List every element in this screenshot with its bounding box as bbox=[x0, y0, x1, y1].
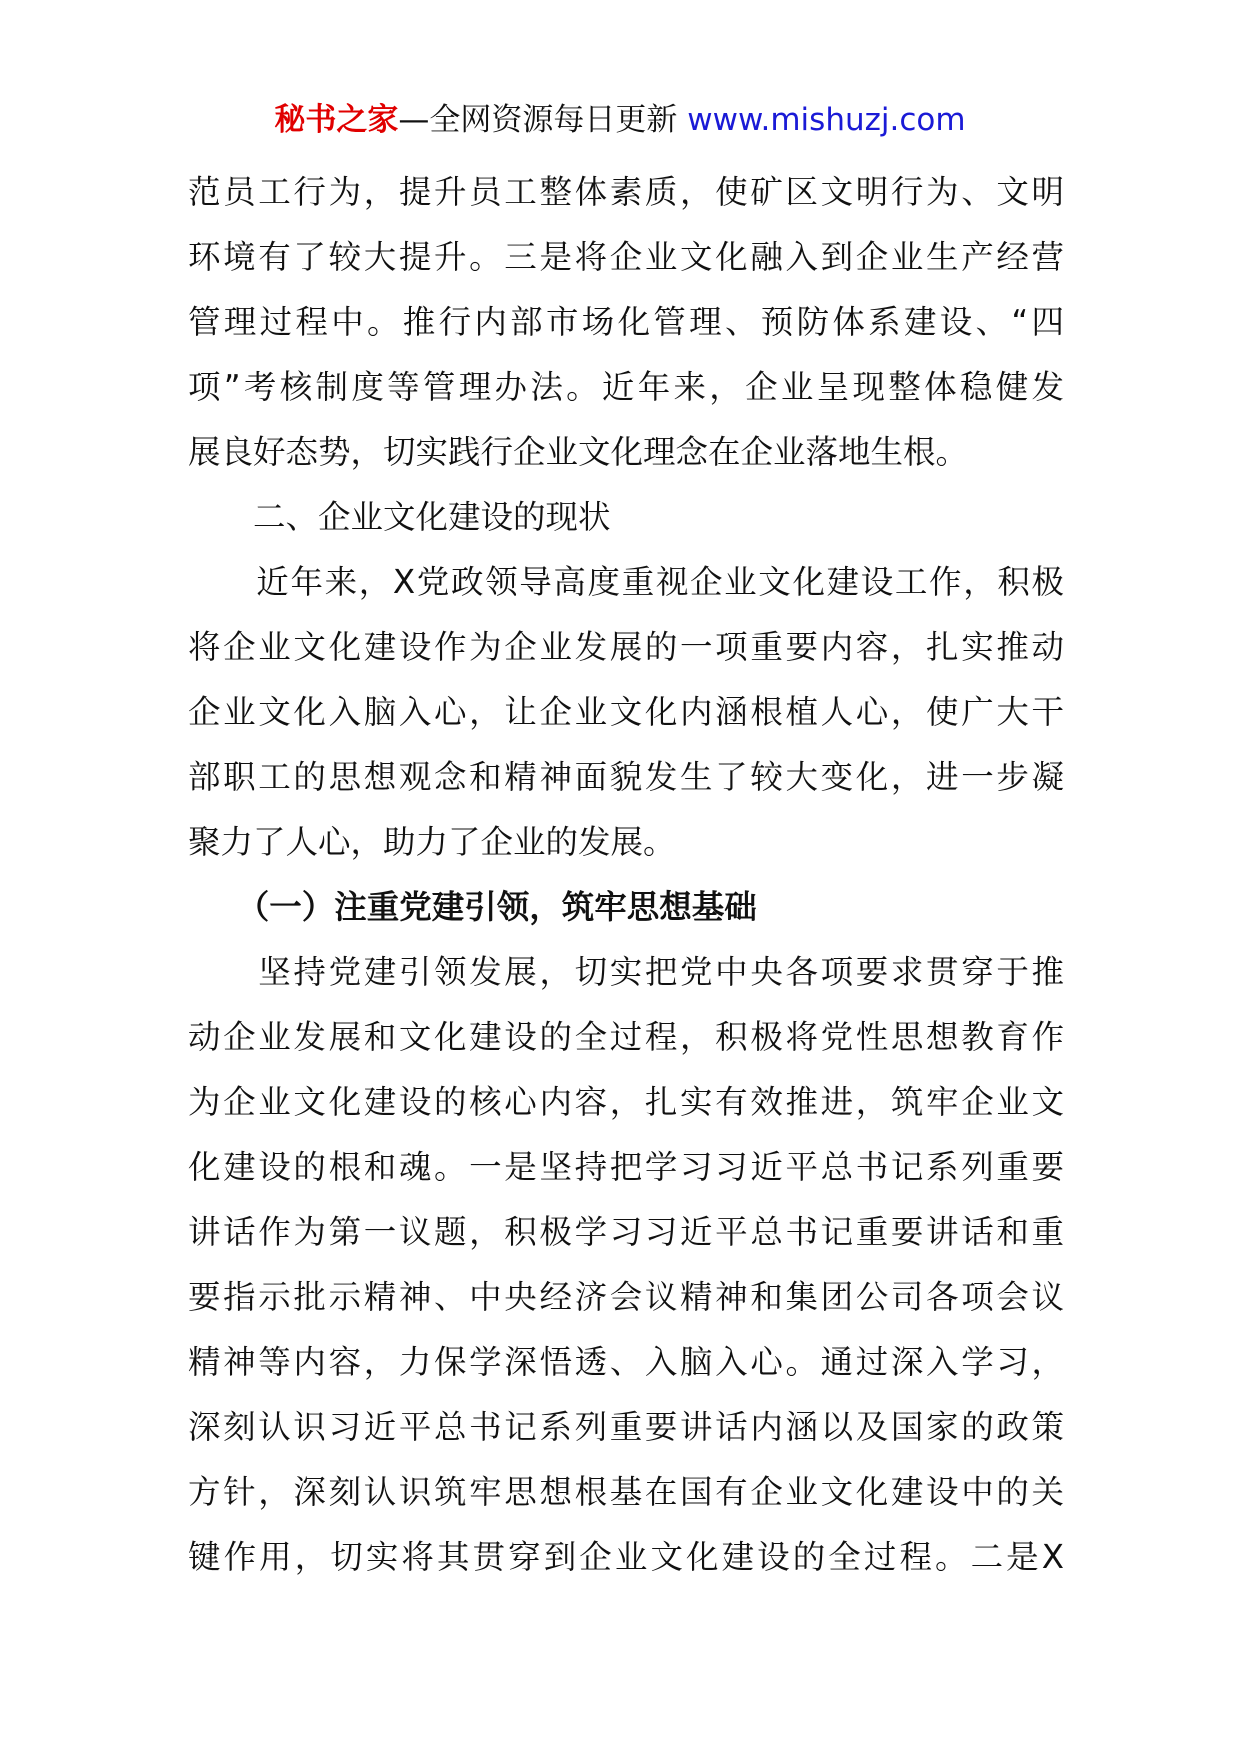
body-line: 要指示批示精神、中央经济会议精神和集团公司各项会议 bbox=[188, 1278, 1064, 1316]
body-line: 动企业发展和文化建设的全过程，积极将党性思想教育作 bbox=[188, 1018, 1064, 1056]
body-line: 展良好态势，切实践行企业文化理念在企业落地生根。 bbox=[188, 433, 969, 471]
body-line: 管理过程中。推行内部市场化管理、预防体系建设、“四 bbox=[188, 303, 1064, 341]
site-brand: 秘书之家 bbox=[274, 102, 399, 138]
body-line: 部职工的思想观念和精神面貌发生了较大变化，进一步凝 bbox=[188, 758, 1064, 796]
body-line: 深刻认识习近平总书记系列重要讲话内涵以及国家的政策 bbox=[188, 1408, 1064, 1446]
body-line: 企业文化入脑入心，让企业文化内涵根植人心，使广大干 bbox=[188, 693, 1064, 731]
site-slogan: —全网资源每日更新 bbox=[398, 102, 688, 138]
body-line: 聚力了人心，助力了企业的发展。 bbox=[188, 823, 676, 861]
site-url-link[interactable]: www.mishuzj.com bbox=[687, 102, 966, 138]
body-line: 项”考核制度等管理办法。近年来，企业呈现整体稳健发 bbox=[188, 368, 1064, 406]
body-line: 键作用，切实将其贯穿到企业文化建设的全过程。二是X bbox=[188, 1538, 1064, 1576]
body-line: 环境有了较大提升。三是将企业文化融入到企业生产经营 bbox=[188, 238, 1064, 276]
body-line: 讲话作为第一议题，积极学习习近平总书记重要讲话和重 bbox=[188, 1213, 1064, 1251]
body-line: 为企业文化建设的核心内容，扎实有效推进，筑牢企业文 bbox=[188, 1083, 1064, 1121]
body-line: 化建设的根和魂。一是坚持把学习习近平总书记系列重要 bbox=[188, 1148, 1064, 1186]
site-header bbox=[0, 100, 1240, 140]
body-line: 近年来，X党政领导高度重视企业文化建设工作，积极 bbox=[188, 563, 1064, 601]
subsection-heading: （一）注重党建引领，筑牢思想基础 bbox=[188, 888, 757, 926]
body-line: 坚持党建引领发展，切实把党中央各项要求贯穿于推 bbox=[188, 953, 1064, 991]
body-line: 将企业文化建设作为企业发展的一项重要内容，扎实推动 bbox=[188, 628, 1064, 666]
section-heading: 二、企业文化建设的现状 bbox=[188, 498, 611, 536]
document-body bbox=[188, 160, 1064, 1590]
body-line: 精神等内容，力保学深悟透、入脑入心。通过深入学习， bbox=[188, 1343, 1064, 1381]
body-line: 范员工行为，提升员工整体素质，使矿区文明行为、文明 bbox=[188, 173, 1064, 211]
body-line: 方针，深刻认识筑牢思想根基在国有企业文化建设中的关 bbox=[188, 1473, 1064, 1511]
